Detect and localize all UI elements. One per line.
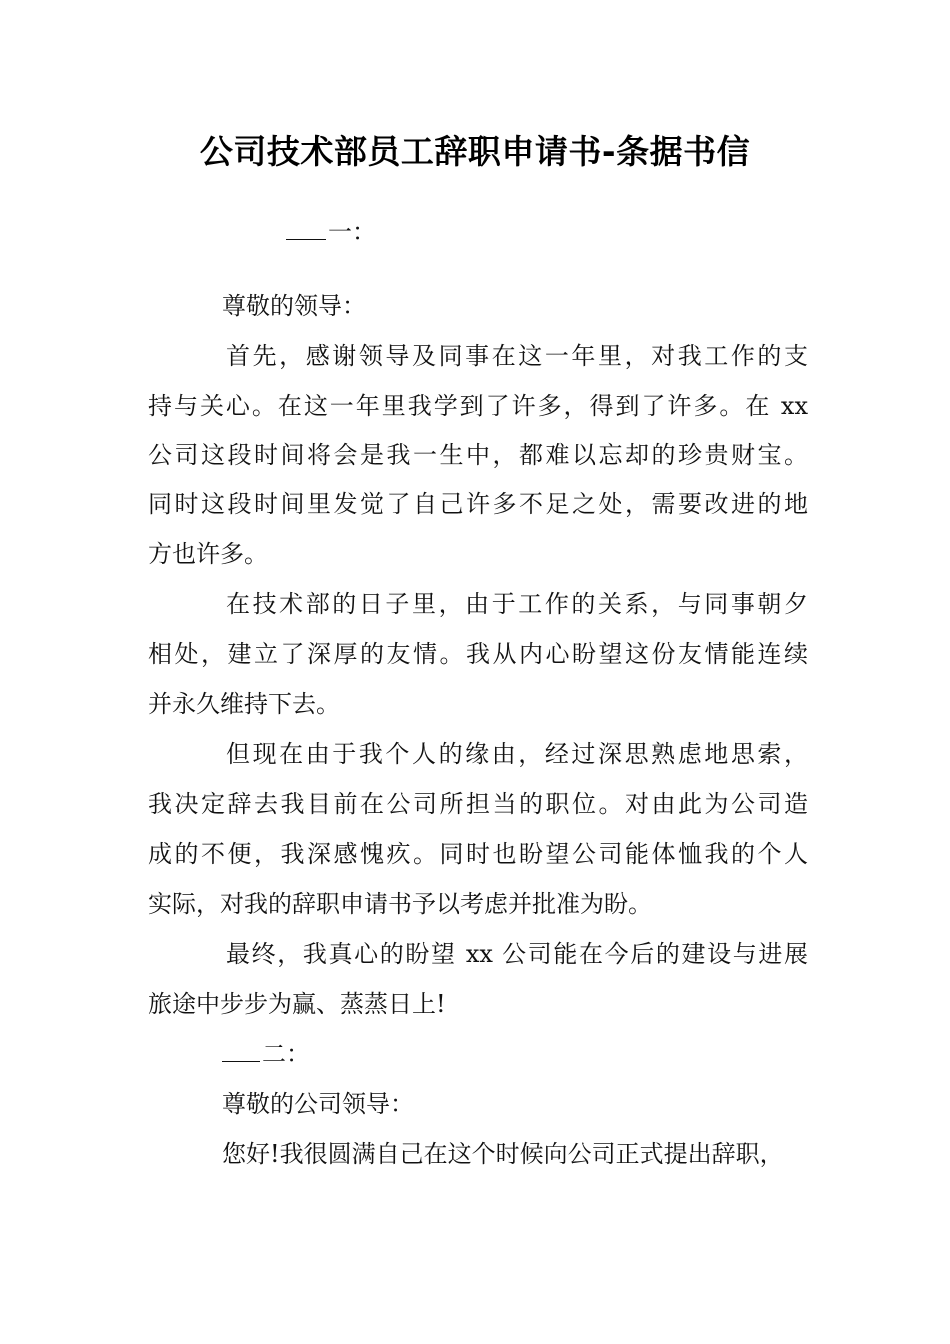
paragraph-line: 但现在由于我个人的缘由，经过深思熟虑地思索， xyxy=(226,740,808,768)
paragraph-line: 您好!我很圆满自己在这个时候向公司正式提出辞职， xyxy=(222,1140,784,1168)
section-heading-1 xyxy=(286,214,376,250)
paragraph-line: 旅途中步步为赢、蒸蒸日上! xyxy=(148,990,446,1018)
paragraph-line: 同时这段时间里发觉了自己许多不足之处，需要改进的地 xyxy=(148,490,808,518)
salutation-1: 尊敬的领导： xyxy=(222,292,366,320)
paragraph-line: 首先，感谢领导及同事在这一年里，对我工作的支 xyxy=(226,342,808,370)
paragraph-line: 成的不便，我深感愧疚。同时也盼望公司能体恤我的个人 xyxy=(148,840,808,868)
paragraph-line: 最终，我真心的盼望 xx 公司能在今后的建设与进展 xyxy=(226,940,808,968)
section-heading-2 xyxy=(222,1036,310,1072)
salutation-2: 尊敬的公司领导： xyxy=(222,1090,414,1118)
section-heading-2-text: 二： xyxy=(262,1040,310,1068)
paragraph-line: 相处，建立了深厚的友情。我从内心盼望这份友情能连续 xyxy=(148,640,808,668)
paragraph-line: 实际，对我的辞职申请书予以考虑并批准为盼。 xyxy=(148,890,652,918)
blank-underline xyxy=(286,219,326,240)
paragraph-line: 公司这段时间将会是我一生中，都难以忘却的珍贵财宝。 xyxy=(148,441,808,469)
blank-underline xyxy=(222,1041,260,1062)
paragraph-line: 方也许多。 xyxy=(148,540,268,568)
paragraph-line: 并永久维持下去。 xyxy=(148,690,340,718)
section-heading-1-text: 一： xyxy=(328,218,376,246)
paragraph-line: 在技术部的日子里，由于工作的关系，与同事朝夕 xyxy=(226,590,808,618)
paragraph-line: 我决定辞去我目前在公司所担当的职位。对由此为公司造 xyxy=(148,790,808,818)
paragraph-line: 持与关心。在这一年里我学到了许多，得到了许多。在 xx xyxy=(148,392,808,420)
document-title: 公司技术部员工辞职申请书-条据书信 xyxy=(199,132,751,171)
